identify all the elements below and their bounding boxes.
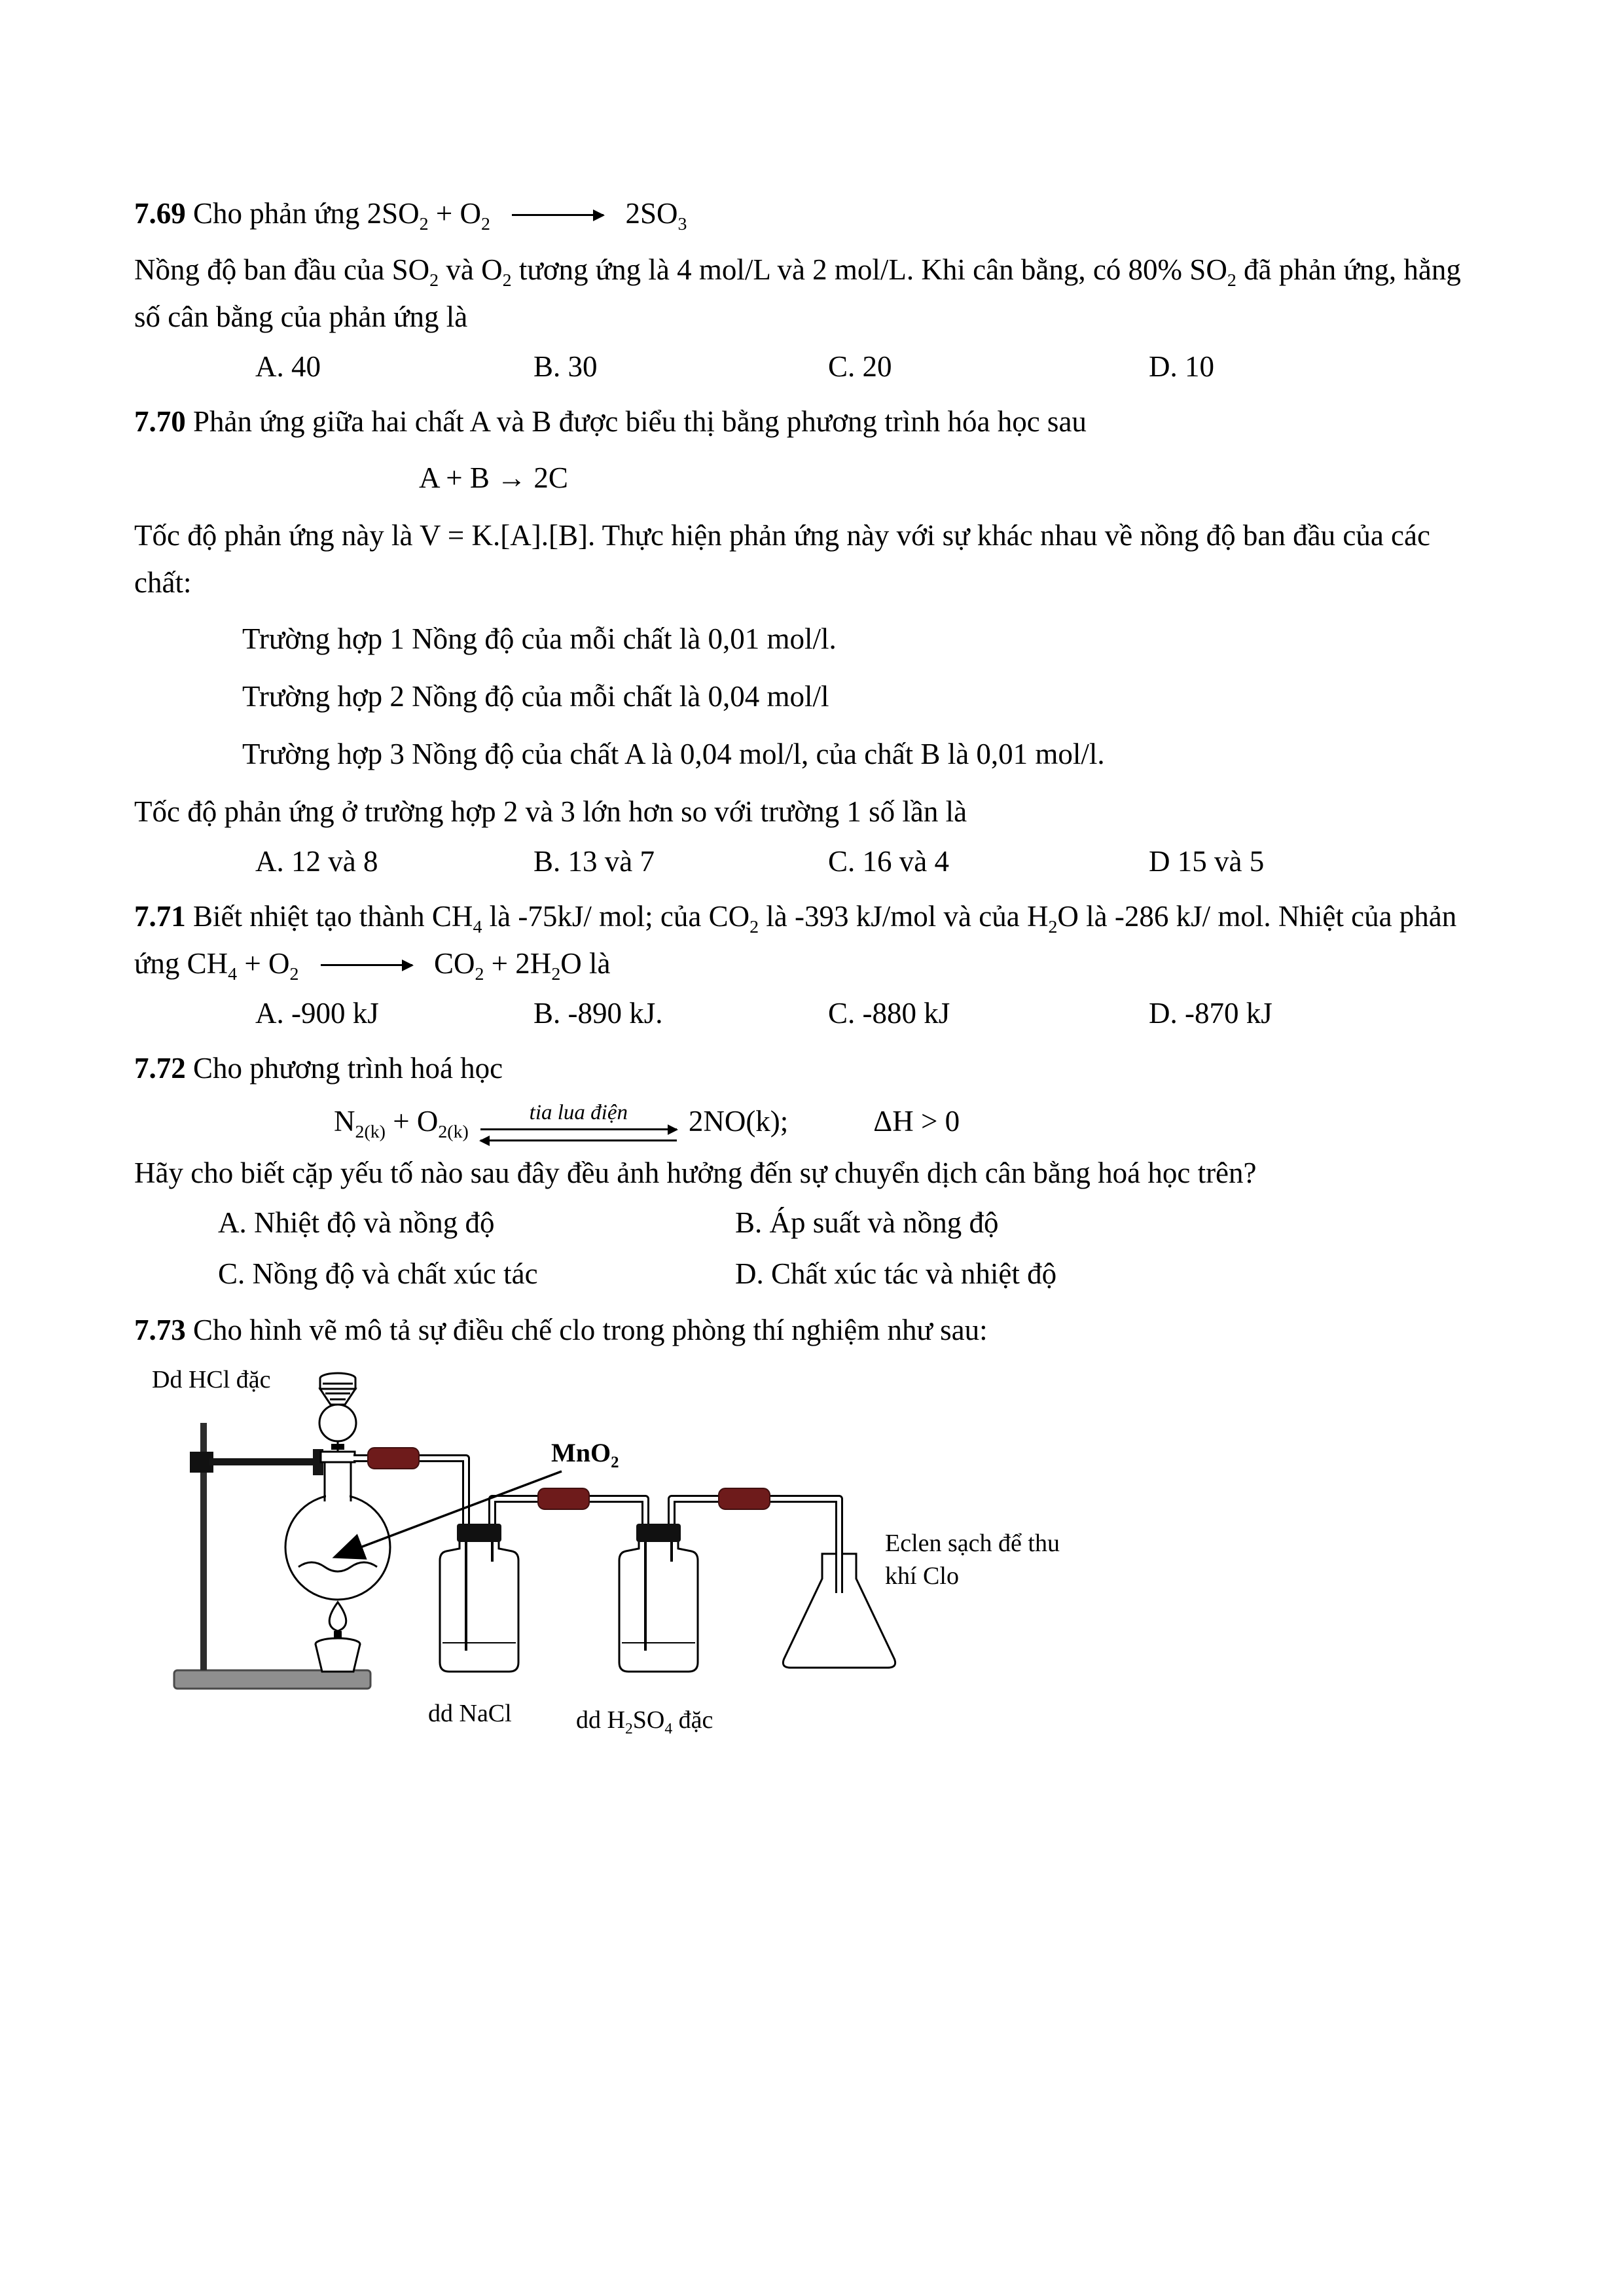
question-7-72	[134, 1045, 1493, 1291]
q70-number: 7.70	[134, 405, 186, 438]
label-hcl: Dd HCl đặc	[152, 1366, 271, 1394]
q72-intro: Cho phương trình hoá học	[193, 1052, 503, 1085]
wash-bottle-2-body	[619, 1539, 698, 1672]
q70-options	[255, 844, 1493, 878]
q72-equation	[334, 1101, 1493, 1141]
q69-number: 7.69	[134, 197, 186, 230]
q71-body-right: $CO_2 + 2H_2O$ là	[433, 947, 611, 984]
q72-arrow-label: tia lua điện	[529, 1101, 628, 1124]
chlorine-apparatus-figure	[118, 1363, 1080, 1749]
q72-options	[218, 1206, 1493, 1291]
q71-options	[255, 996, 1493, 1030]
q69-options	[255, 350, 1493, 384]
q72-option-b: B. Áp suất và nồng độ	[735, 1206, 999, 1240]
q72-eq-left: $N_{2(k)} + O_{2(k)}$	[334, 1105, 469, 1143]
question-7-71	[134, 893, 1493, 1030]
q70-case-1: Trường hợp 1 Nồng độ của mỗi chất là 0,01 mol/l.	[242, 622, 837, 655]
q72-body: Hãy cho biết cặp yếu tố nào sau đây đều ảnh hưởng đến sự chuyển dịch cân bằng hoá học trên?	[134, 1157, 1257, 1190]
forward-arrow-icon	[480, 1128, 677, 1130]
label-eclen-line1: Eclen sạch để thu	[885, 1530, 1060, 1558]
q69-option-b: B. 30	[533, 350, 598, 383]
reversible-arrow-icon	[480, 1101, 677, 1141]
round-bottom-flask	[285, 1452, 390, 1600]
wash-bottle-1-body	[440, 1539, 518, 1672]
q70-intro-line	[134, 398, 1493, 445]
label-h2so4: dd $H_2SO_4$ đặc	[576, 1706, 713, 1738]
backward-arrow-icon	[480, 1139, 677, 1141]
q69-equation-line	[134, 190, 1493, 237]
q69-option-d: D. 10	[1149, 350, 1214, 383]
label-mno2: MnO$_2$	[551, 1438, 619, 1472]
q70-option-b: B. 13 và 7	[533, 845, 655, 878]
label-nacl: dd NaCl	[428, 1700, 512, 1728]
label-eclen-line2: khí Clo	[885, 1562, 959, 1590]
right-arrow-icon	[512, 214, 604, 216]
q72-option-a: A. Nhiệt độ và nồng độ	[218, 1206, 495, 1240]
q71-body-left: Biết nhiệt tạo thành $CH_4$ là -75kJ/ mol; của $CO_2$ là -393 kJ/mol và của $H_2O$ là -286 kJ/ mol. Nhiệt của phản ứng $CH_4 + O_2$	[134, 900, 1457, 984]
dropping-funnel	[319, 1373, 356, 1454]
q70-option-c: C. 16 và 4	[828, 845, 949, 878]
q71-number: 7.71	[134, 900, 186, 933]
rubber-connector-3	[719, 1488, 770, 1509]
q71-option-c: C. -880 kJ	[828, 997, 950, 1030]
q71-option-a: A. -900 kJ	[255, 997, 379, 1030]
q72-enthalpy: ΔH > 0	[873, 1105, 960, 1138]
q69-option-c: C. 20	[828, 350, 892, 383]
q70-option-a: A. 12 và 8	[255, 845, 378, 878]
question-7-70	[134, 398, 1493, 878]
q69-body: Nồng độ ban đầu của $SO_2$ và $O_2$ tương ứng là 4 mol/L và 2 mol/L. Khi cân bằng, có 80% $SO_2$ đã phản ứng, hằng số cân bằng của phản ứng là	[134, 253, 1461, 333]
q70-body: Tốc độ phản ứng này là V = K.[A].[B]. Thực hiện phản ứng này với sự khác nhau về nồng độ ban đầu của các chất:	[134, 519, 1430, 599]
q71-option-d: D. -870 kJ	[1149, 997, 1272, 1030]
q72-intro-line	[134, 1045, 1493, 1092]
q72-option-d: D. Chất xúc tác và nhiệt độ	[735, 1257, 1057, 1291]
q73-intro: Cho hình vẽ mô tả sự điều chế clo trong phòng thí nghiệm như sau:	[193, 1314, 988, 1347]
q72-eq-right: 2NO(k);	[688, 1105, 789, 1138]
q71-option-b: B. -890 kJ.	[533, 997, 663, 1030]
question-7-73	[134, 1306, 1493, 1749]
q70-case-3: Trường hợp 3 Nồng độ của chất A là 0,04 mol/l, của chất B là 0,01 mol/l.	[242, 738, 1105, 770]
q69-option-a: A. 40	[255, 350, 321, 383]
flame-icon	[329, 1602, 346, 1631]
rubber-connector-1	[368, 1448, 419, 1469]
right-arrow-icon	[321, 964, 412, 966]
q72-number: 7.72	[134, 1052, 186, 1085]
q70-option-d: D 15 và 5	[1149, 845, 1265, 878]
rubber-connector-2	[538, 1488, 589, 1509]
q70-closing: Tốc độ phản ứng ở trường hợp 2 và 3 lớn hơn so với trường 1 số lần là	[134, 795, 967, 828]
q71-body	[134, 893, 1493, 987]
q69-reaction-right: $2SO_3$	[625, 197, 687, 234]
alcohol-burner	[316, 1602, 360, 1672]
gas-delivery-tubes	[353, 1458, 839, 1593]
q73-intro-line	[134, 1306, 1493, 1354]
q70-intro: Phản ứng giữa hai chất A và B được biểu thị bằng phương trình hóa học sau	[193, 405, 1087, 438]
question-7-69	[134, 190, 1493, 384]
q70-equation: A + B → 2C	[419, 461, 568, 494]
q69-reaction-left: Cho phản ứng $2SO_2 + O_2$	[193, 197, 490, 234]
q72-option-c: C. Nồng độ và chất xúc tác	[218, 1257, 538, 1291]
q70-case-2: Trường hợp 2 Nồng độ của mỗi chất là 0,04 mol/l	[242, 680, 829, 713]
q73-number: 7.73	[134, 1314, 186, 1347]
label-eclen	[885, 1528, 1060, 1592]
